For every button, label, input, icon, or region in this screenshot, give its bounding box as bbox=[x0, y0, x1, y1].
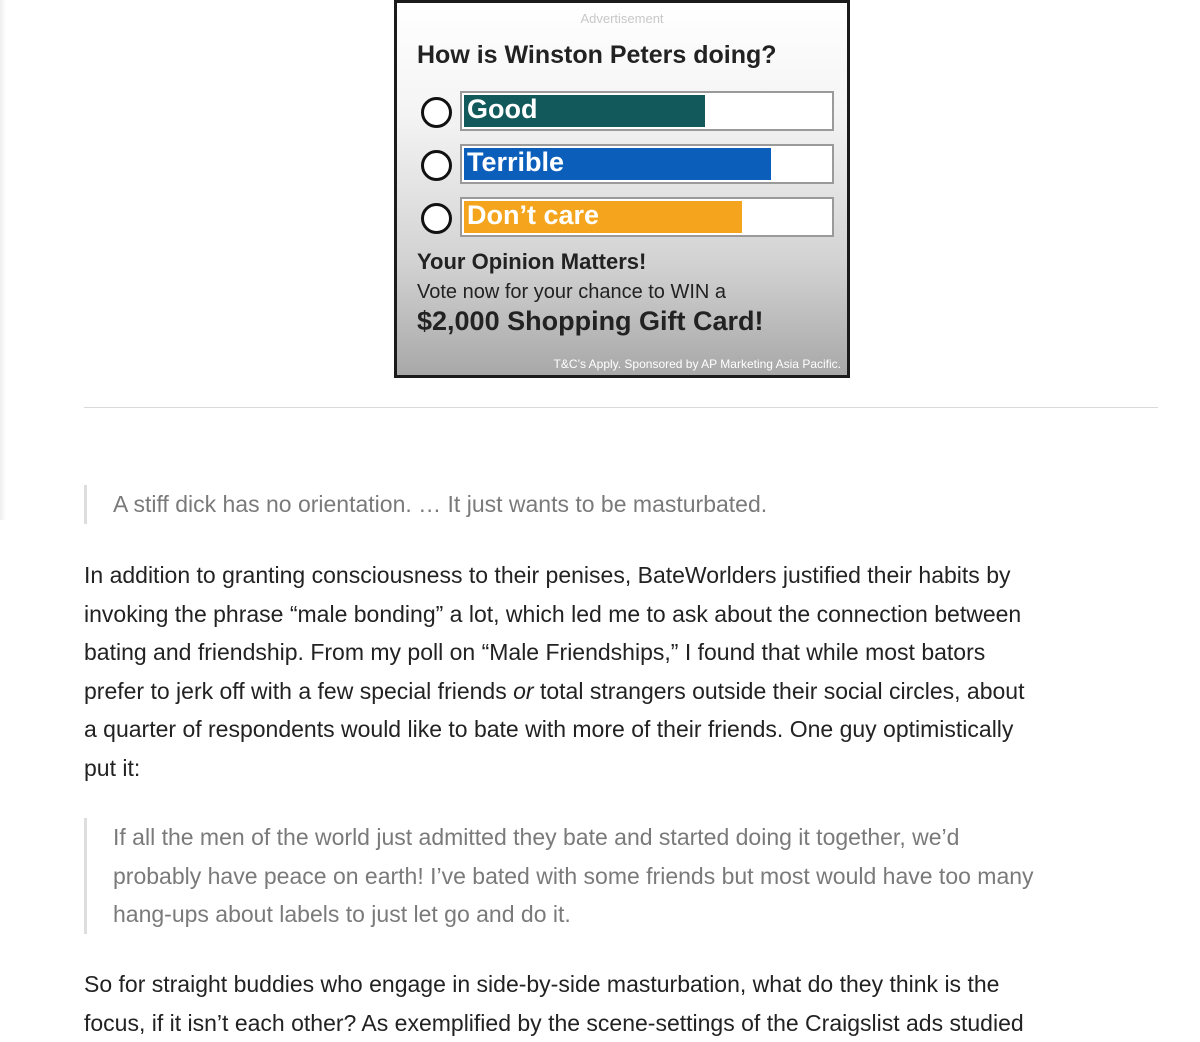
poll-option-terrible[interactable] bbox=[419, 144, 833, 184]
text-run: total strangers outside their social circles, about bbox=[533, 677, 1025, 704]
ad-call-to-action: Vote now for your chance to WIN a bbox=[417, 281, 727, 303]
ad-headline: Your Opinion Matters! bbox=[417, 249, 647, 274]
poll-option-label: Good bbox=[467, 94, 538, 124]
poll-bar bbox=[460, 144, 834, 184]
paragraph-line: So for straight buddies who engage in side-by-side masturbation, what do they think is the bbox=[84, 971, 1000, 997]
paragraph-1 bbox=[84, 556, 1164, 788]
advertisement-poll[interactable] bbox=[394, 0, 850, 378]
emphasis: or bbox=[513, 677, 534, 704]
poll-option-label: Don’t care bbox=[467, 200, 600, 230]
poll-option-good[interactable] bbox=[419, 91, 833, 131]
poll-option-dont-care[interactable] bbox=[419, 197, 833, 237]
paragraph-line: put it: bbox=[84, 754, 141, 781]
paragraph-2 bbox=[84, 965, 1164, 1042]
poll-question: How is Winston Peters doing? bbox=[417, 41, 777, 69]
poll-option-label: Terrible bbox=[467, 147, 565, 177]
paragraph-line: In addition to granting consciousness to their penises, BateWorlders justified their habits by bbox=[84, 562, 1011, 588]
quote-line: probably have peace on earth! I’ve bated with some friends but most would have too many bbox=[113, 862, 1034, 889]
text-run: prefer to jerk off with a few special friends bbox=[84, 677, 514, 704]
paragraph-line bbox=[84, 672, 1164, 711]
radio-button[interactable] bbox=[421, 203, 452, 234]
poll-bar bbox=[460, 91, 834, 131]
blockquote-1 bbox=[84, 485, 1173, 524]
section-divider bbox=[84, 407, 1158, 408]
page-left-edge bbox=[0, 0, 6, 520]
poll-bar bbox=[460, 197, 834, 237]
paragraph-line: bating and friendship. From my poll on “Male Friendships,” I found that while most bators bbox=[84, 639, 986, 666]
paragraph-line: invoking the phrase “male bonding” a lot, which led me to ask about the connection between bbox=[84, 600, 1022, 627]
blockquote-2 bbox=[84, 818, 1173, 934]
quote-line: hang-ups about labels to just let go and do it. bbox=[113, 901, 571, 928]
quote-line: A stiff dick has no orientation. … It just wants to be masturbated. bbox=[113, 491, 768, 517]
radio-button[interactable] bbox=[421, 150, 452, 181]
ad-prize: $2,000 Shopping Gift Card! bbox=[417, 306, 764, 336]
radio-button[interactable] bbox=[421, 97, 452, 128]
quote-line: If all the men of the world just admitted they bate and started doing it together, we’d bbox=[113, 824, 960, 850]
paragraph-line: a quarter of respondents would like to bate with more of their friends. One guy optimistically bbox=[84, 716, 1014, 743]
ad-terms: T&C’s Apply. Sponsored by AP Marketing Asia Pacific. bbox=[553, 357, 841, 371]
advertisement-label: Advertisement bbox=[580, 11, 664, 26]
paragraph-line: focus, if it isn’t each other? As exemplified by the scene-settings of the Craigslist ads studied bbox=[84, 1009, 1024, 1036]
